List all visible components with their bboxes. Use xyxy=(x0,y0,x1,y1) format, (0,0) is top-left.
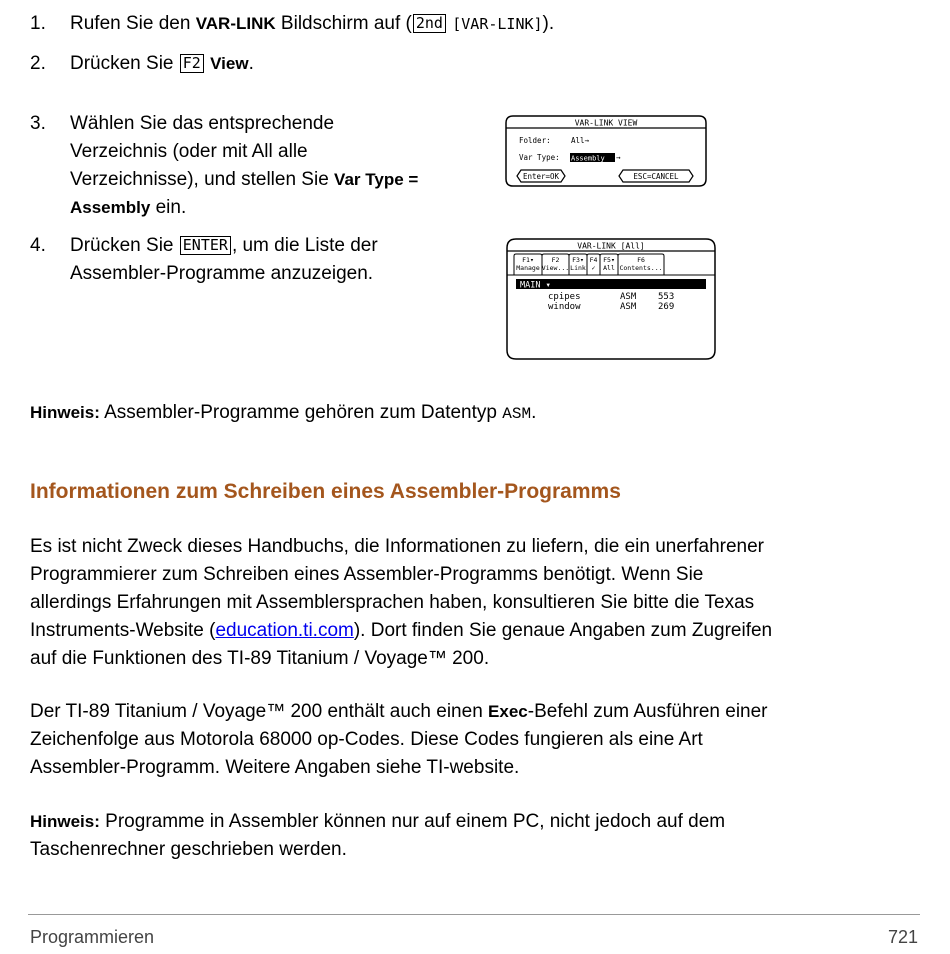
menu-key: F4 xyxy=(589,256,598,264)
menu-label: All xyxy=(603,264,615,272)
menu-label: View... xyxy=(541,264,570,272)
svg-text:ESC=CANCEL: ESC=CANCEL xyxy=(633,172,679,181)
var-link-all-screenshot xyxy=(506,238,716,360)
var-link-bold: VAR-LINK xyxy=(195,14,276,33)
folder-value: All→ xyxy=(571,136,590,145)
menu-key: F1▾ xyxy=(522,256,534,264)
note-asm-type: Hinweis: Assembler-Programme gehören zum Datentyp ASM. xyxy=(30,402,537,423)
step-2 xyxy=(30,50,46,78)
paragraph-intro: Es ist nicht Zweck dieses Handbuchs, die Informationen zu liefern, die ein unerfahrener Programmierer zum Schreiben eines Assembler-Programms benötigt. Wenn Sie allerdings Erfahrungen mit Assemblersprachen haben, konsultieren Sie bitte die Texas Instruments-Website (education.ti.com). Dort finden Sie genaue Angaben zum Zugreifen auf die Funktionen des TI-89 Titanium / Voyage™ 200. xyxy=(30,536,773,669)
step-number: 2. xyxy=(30,53,46,74)
step-number: 3. xyxy=(30,113,46,134)
key-2nd: 2nd xyxy=(413,14,446,33)
footer-divider xyxy=(28,914,920,915)
menu-key: F6 xyxy=(637,256,645,264)
file-name: cpipes xyxy=(548,292,581,302)
menu-label: Manage xyxy=(516,264,540,272)
key-f2: F2 xyxy=(180,54,204,73)
footer-section-name: Programmieren xyxy=(30,927,155,947)
paragraph-exec: Der TI-89 Titanium / Voyage™ 200 enthält auch einen Exec-Befehl zum Ausführen einer Zeichenfolge aus Motorola 68000 op-Codes. Diese Codes fungieren als eine Art Assembler-Programm. Weitere Angaben siehe TI-website. xyxy=(30,701,768,778)
file-type: ASM xyxy=(620,302,637,312)
menu-key: F5▾ xyxy=(603,256,615,264)
step-1 xyxy=(30,10,46,38)
var-link-view-screenshot xyxy=(505,115,707,187)
note-assembler-pc: Hinweis: Programme in Assembler können nur auf einem PC, nicht jedoch auf dem Taschenrechner geschrieben werden. xyxy=(30,811,726,860)
screen-title: VAR-LINK [All] xyxy=(577,241,645,251)
menu-label: Link xyxy=(570,264,586,272)
education-ti-link[interactable]: education.ti.com xyxy=(215,620,354,641)
section-heading: Informationen zum Schreiben eines Assembler-Programms xyxy=(30,480,621,503)
var-type-value: Assembly xyxy=(571,154,605,163)
view-bold: View xyxy=(210,54,249,73)
menu-label: Contents... xyxy=(619,264,663,272)
note-label: Hinweis: xyxy=(30,812,100,831)
step-4-text: Drücken Sie ENTER , um die Liste der Assembler-Programme anzuzeigen. xyxy=(70,235,378,284)
step-3-text: Wählen Sie das entsprechende Verzeichnis (oder mit All alle Verzeichnisse), und stellen Sie Var Type = Assembly ein. xyxy=(70,113,419,218)
step-4 xyxy=(30,232,46,260)
step-3 xyxy=(30,110,46,138)
key-enter: ENTER xyxy=(180,236,231,255)
step-1-text: Rufen Sie den VAR-LINK Bildschirm auf ( 2nd [VAR-LINK]). xyxy=(70,13,555,34)
step-2-text: Drücken Sie F2 View. xyxy=(70,53,254,74)
file-name: window xyxy=(548,302,581,312)
asm-code: ASM xyxy=(502,405,532,423)
file-size: 553 xyxy=(658,292,675,302)
file-type: ASM xyxy=(620,292,637,302)
key-var-link: [VAR-LINK] xyxy=(452,15,543,33)
step-number: 4. xyxy=(30,235,46,256)
menu-label: ✓ xyxy=(591,264,596,272)
file-size: 269 xyxy=(658,302,675,312)
page-number: 721 xyxy=(887,927,918,947)
step-number: 1. xyxy=(30,13,46,34)
folder-label: Folder: xyxy=(519,136,551,145)
note-label: Hinweis: xyxy=(30,403,100,422)
svg-text:Enter=OK: Enter=OK xyxy=(522,172,560,181)
menu-key: F3▾ xyxy=(572,256,584,264)
exec-bold: Exec xyxy=(488,702,528,721)
var-type-arrow: → xyxy=(616,153,621,162)
menu-key: F2 xyxy=(551,256,560,264)
folder-name: MAIN ▾ xyxy=(520,280,551,291)
var-type-label: Var Type: xyxy=(519,153,560,162)
dialog-title: VAR-LINK VIEW xyxy=(574,118,638,128)
